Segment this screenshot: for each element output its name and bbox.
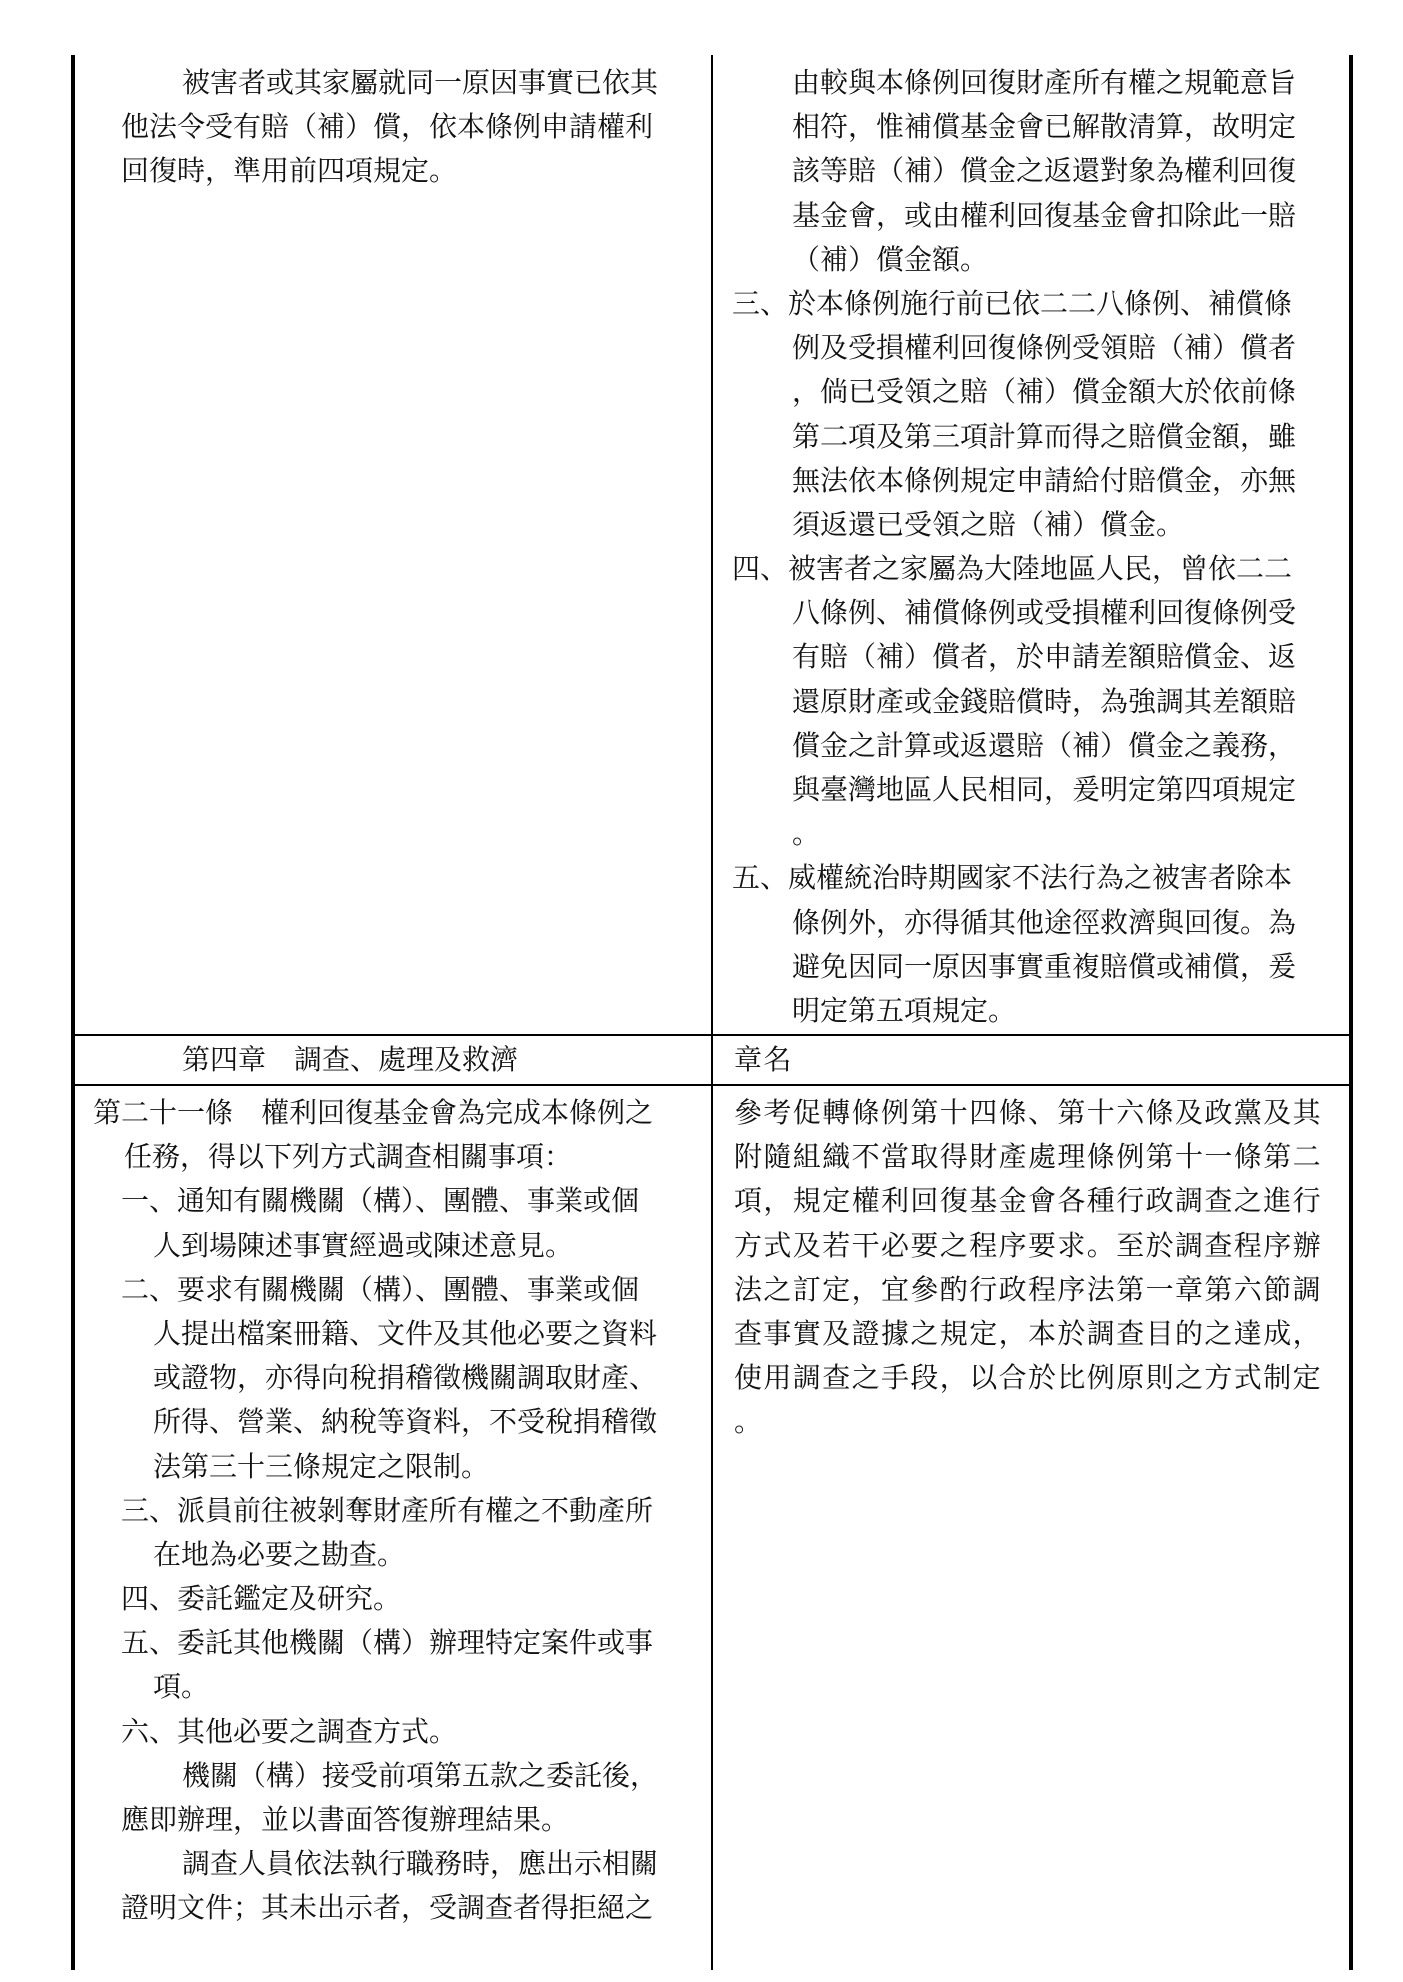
text-line: 法第三十三條規定之限制。 xyxy=(153,1449,490,1483)
chapter-title: 第四章 調查、處理及救濟 xyxy=(182,1043,519,1076)
text-line: 有賠（補）償者，於申請差額賠償金、返 xyxy=(792,640,1297,674)
text-line: 或證物，亦得向稅捐稽徵機關調取財產、 xyxy=(153,1361,658,1395)
text-line: 。 xyxy=(792,817,821,851)
text-line: 證明文件；其未出示者，受調查者得拒絕之 xyxy=(121,1891,654,1925)
row1-right-cell xyxy=(713,61,1349,1033)
text-line: 方式及若干必要之程序要求。至於調查程序辦 xyxy=(734,1228,1323,1262)
list-item-3: 三、於本條例施行前已依二二八條例、補償條 xyxy=(732,286,1293,320)
list-item-1: 一、通知有關機關（構）、團體、事業或個 xyxy=(121,1184,640,1218)
text-line: 法之訂定，宜參酌行政程序法第一章第六節調 xyxy=(734,1272,1323,1306)
list-item-4: 四、被害者之家屬為大陸地區人民，曾依二二 xyxy=(732,552,1293,586)
text-line: 在地為必要之勘查。 xyxy=(153,1537,406,1571)
text-line: 。 xyxy=(734,1405,764,1439)
text-line: 無法依本條例規定申請給付賠償金，亦無 xyxy=(792,463,1297,497)
list-item-2: 二、要求有關機關（構）、團體、事業或個 xyxy=(121,1272,640,1306)
article-21-cell xyxy=(73,1091,711,1931)
text-line: 例及受損權利回復條例受領賠（補）償者 xyxy=(792,331,1297,365)
text-line: 人提出檔案冊籍、文件及其他必要之資料 xyxy=(153,1316,658,1350)
text-line: 附隨組織不當取得財產處理條例第十一條第二 xyxy=(734,1140,1323,1174)
text-line: 相符，惟補償基金會已解散清算，故明定 xyxy=(792,110,1297,144)
text-line: 該等賠（補）償金之返還對象為權利回復 xyxy=(792,154,1297,188)
text-line: 條例外，亦得循其他途徑救濟與回復。為 xyxy=(792,905,1297,939)
text-line: 所得、營業、納稅等資料，不受稅捐稽徵 xyxy=(153,1405,658,1439)
text-line: 項。 xyxy=(153,1670,210,1704)
text-line: 須返還已受領之賠（補）償金。 xyxy=(792,507,1185,541)
text-line: ，倘已受領之賠（補）償金額大於依前條 xyxy=(792,375,1297,409)
text-line: 查事實及證據之規定，本於調查目的之達成， xyxy=(734,1316,1323,1350)
list-item-3: 三、派員前往被剝奪財產所有權之不動產所 xyxy=(121,1493,654,1527)
chapter-note: 章名 xyxy=(734,1043,793,1076)
row1-left-cell xyxy=(73,61,711,194)
text-line: 償金之計算或返還賠（補）償金之義務， xyxy=(792,728,1297,762)
row-divider xyxy=(71,1084,1353,1086)
list-item-4: 四、委託鑑定及研究。 xyxy=(121,1582,402,1616)
paragraph: 調查人員依法執行職務時，應出示相關 xyxy=(182,1847,659,1881)
text-line: 還原財產或金錢賠償時，為強調其差額賠 xyxy=(792,684,1297,718)
text-line: 他法令受有賠（補）償，依本條例申請權利 xyxy=(121,110,654,144)
text-line: 參考促轉條例第十四條、第十六條及政黨及其 xyxy=(734,1096,1323,1129)
list-item-5: 五、委託其他機關（構）辦理特定案件或事 xyxy=(121,1626,654,1660)
text-line: （補）償金額。 xyxy=(792,242,989,276)
text-line: 八條例、補償條例或受損權利回復條例受 xyxy=(792,596,1297,630)
article-heading: 第二十一條 權利回復基金會為完成本條例之 xyxy=(93,1096,654,1129)
text-line: 明定第五項規定。 xyxy=(792,993,1017,1027)
table-right-border xyxy=(1349,55,1353,1970)
chapter-title-cell xyxy=(73,1038,711,1082)
text-line: 避免因同一原因事實重複賠償或補償，爰 xyxy=(792,949,1297,983)
text-line: 由較與本條例回復財產所有權之規範意旨 xyxy=(792,66,1297,99)
text-line: 回復時，準用前四項規定。 xyxy=(121,154,458,188)
paragraph: 機關（構）接受前項第五款之委託後， xyxy=(182,1758,659,1792)
text-line: 使用調查之手段，以合於比例原則之方式制定 xyxy=(734,1361,1323,1395)
text-line: 基金會，或由權利回復基金會扣除此一賠 xyxy=(792,198,1297,232)
list-item-6: 六、其他必要之調查方式。 xyxy=(121,1714,458,1748)
text-line: 任務，得以下列方式調查相關事項： xyxy=(124,1140,573,1174)
article-21-explanation-cell xyxy=(713,1091,1349,1445)
text-line: 項，規定權利回復基金會各種行政調查之進行 xyxy=(734,1184,1323,1218)
text-line: 被害者或其家屬就同一原因事實已依其 xyxy=(182,66,659,99)
list-item-5: 五、威權統治時期國家不法行為之被害者除本 xyxy=(732,861,1293,895)
text-line: 應即辦理，並以書面答復辦理結果。 xyxy=(121,1803,570,1836)
text-line: 與臺灣地區人民相同，爰明定第四項規定 xyxy=(792,773,1297,806)
row-divider xyxy=(71,1034,1353,1036)
chapter-note-cell xyxy=(713,1038,1349,1082)
text-line: 人到場陳述事實經過或陳述意見。 xyxy=(153,1228,574,1262)
text-line: 第二項及第三項計算而得之賠償金額，雖 xyxy=(792,419,1297,453)
